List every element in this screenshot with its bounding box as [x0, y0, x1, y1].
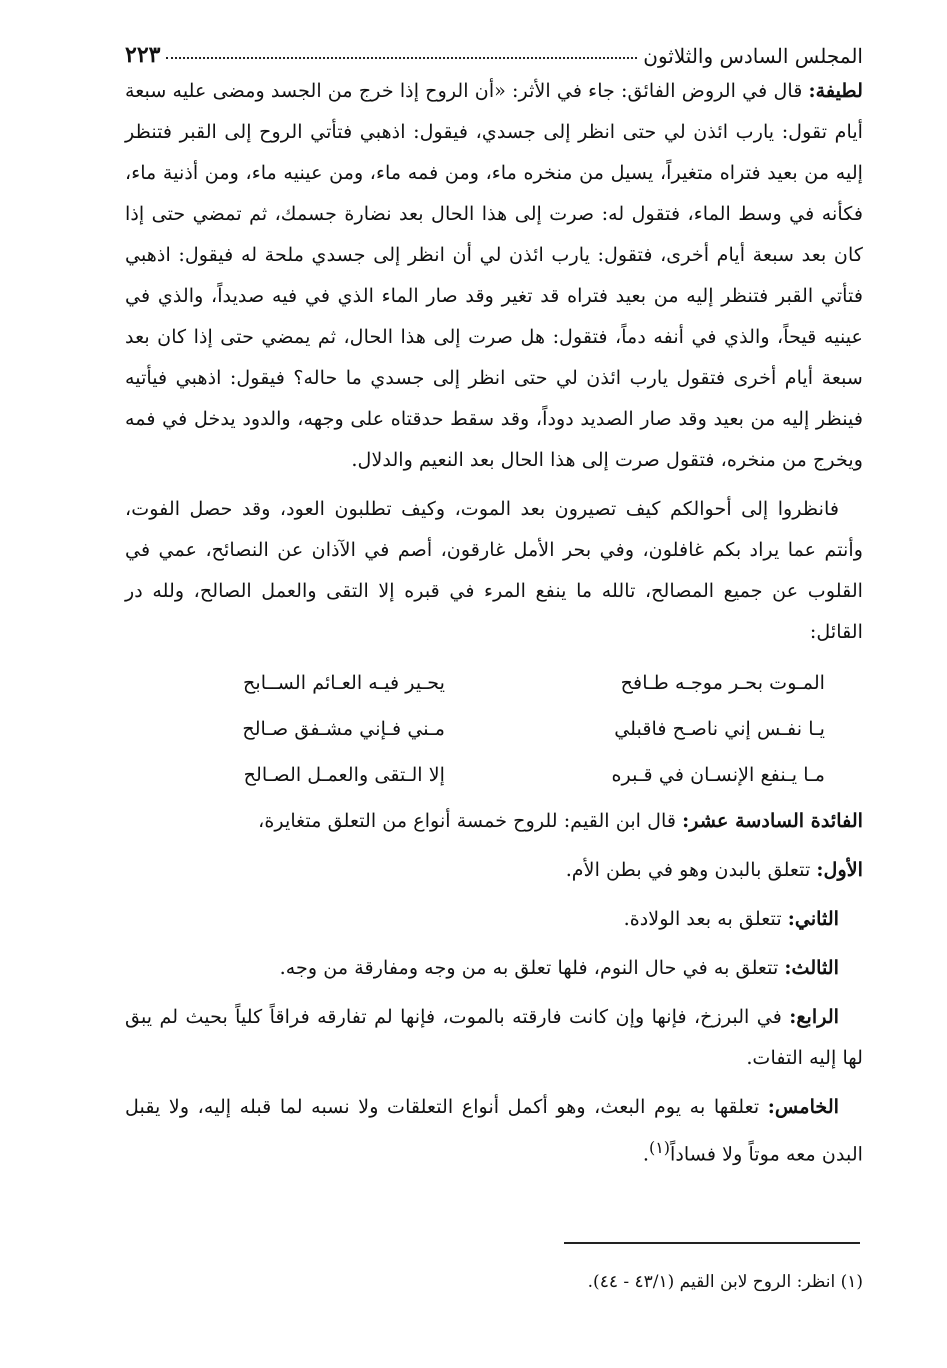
paragraph-label: لطيفة:: [808, 79, 863, 102]
page-number: ٢٢٣: [125, 42, 161, 68]
item-label: الثاني:: [787, 907, 839, 930]
verse-second-hemistich: إلا الـتقى والعمـل الصـالح: [243, 763, 445, 786]
item-label: الثالث:: [784, 956, 839, 979]
footnote-ref[interactable]: (١): [648, 1138, 671, 1157]
poem: [125, 660, 863, 798]
running-header: [125, 32, 863, 68]
verse-second-hemistich: مـني فـإني مشـفق صـالح: [242, 717, 445, 740]
item-text: تتعلق بالبدن وهو في بطن الأم.: [565, 858, 817, 881]
item-label: الأول:: [816, 858, 863, 881]
faida-item: [125, 947, 863, 988]
verse-second-hemistich: يحـير فيـه العـائم الســابح: [242, 671, 445, 694]
faida-intro: [125, 800, 863, 841]
paragraph-exhortation: فانظروا إلى أحوالكم كيف تصيرون بعد الموت، وكيف تطلبون العود، وقد حصل الفوت، وأنتم عما يراد بكم غافلون، وفي بحر الأمل غارقون، أصم في الآذان عن النصائح، عمي في القلوب عن جميع المصالح، تالله ما ينفع المرء في قبره إلا التقى والعمل الصالح، ولله در القائل:: [125, 497, 863, 643]
verse-first-hemistich: المـوت بحـر موجـه طـافح: [620, 671, 825, 694]
faida-item: [125, 996, 863, 1078]
footnote: (١) انظر: الروح لابن القيم (٤٣/١ - ٤٤).: [587, 1272, 863, 1292]
item-text: تتعلق به بعد الولادة.: [623, 907, 788, 930]
faida-label: الفائدة السادسة عشر:: [682, 809, 863, 832]
poem-verse: [125, 660, 863, 706]
faida-item: [125, 849, 863, 890]
poem-verse: [125, 706, 863, 752]
faida-item: [125, 898, 863, 939]
header-dot-leader: [166, 57, 637, 59]
faida-item: [125, 1086, 863, 1174]
item-label: الخامس:: [767, 1095, 839, 1118]
page-body: [125, 70, 863, 1182]
verse-first-hemistich: مـا يـنفع الإنسـان في قـبره: [611, 763, 825, 786]
paragraph-text: قال في الروض الفائق: جاء في الأثر: «أن الروح إذا خرج من الجسد ومضى عليه سبعة أيام تقول: يارب ائذن لي حتى انظر إلى جسدي، فيقول: اذهبي فتأتي الروح إلى القبر فتنظر إليه من بعيد فتراه متغيراً، يسيل من منخره ماء، ومن فمه ماء، ومن عينيه ماء، ومن أذنية ماء، فكأنه في وسط الماء، فتقول له: صرت إلى هذا الحال بعد نضارة جسمك، ثم تمضي حتى إذا كان بعد سبعة أيام أخرى، فتقول: يارب ائذن لي أن انظر إلى جسدي ملحة له فيقول: اذهبي فتأتي القبر فتنظر إليه من بعيد فتراه قد تغير وقد صار الماء الذي في فيه صديداً، والذي في عينيه قيحاً، والذي في أنفه دماً، فتقول: هل صرت إلى هذا الحال، ثم يمضي حتى إذا كان بعد سبعة أيام أخرى فتقول يارب ائذن لي حتى انظر إلى جسدي ما حاله؟ فيقول: اذهبي فيأتيه فينظر إليه من بعيد وقد صار الصديد دوداً، وقد سقط حدقتاه على وجهه، والدود يدخل في فمه ويخرج من منخره، فتقول صرت إلى هذا الحال بعد النعيم والدلال.: [125, 79, 863, 471]
item-text: تتعلق به في حال النوم، فلها تعلق به من وجه ومفارقة من وجه.: [279, 956, 785, 979]
chapter-title: المجلس السادس والثلاثون: [643, 44, 863, 68]
sentence-end: .: [642, 1142, 649, 1166]
footnote-separator: [564, 1242, 860, 1244]
verse-first-hemistich: يـا نفـس إني ناصـح فاقبلي: [614, 717, 825, 740]
item-text: في البرزخ، فإنها وإن كانت فارقته بالموت، فإنها لم تفارقه فراقاً كلياً بحيث لم يبق لها إليه التفات.: [125, 1005, 863, 1069]
paragraph-latifa: [125, 70, 863, 480]
faida-intro-text: قال ابن القيم: للروح خمسة أنواع من التعلق متغايرة،: [258, 809, 683, 832]
item-label: الرابع:: [789, 1005, 839, 1028]
poem-verse: [125, 752, 863, 798]
item-text: تعلقها به يوم البعث، وهو أكمل أنواع التعلقات ولا نسبه لما قبله إليه، ولا يقبل البدن معه موتاً ولا فساداً: [125, 1095, 863, 1166]
